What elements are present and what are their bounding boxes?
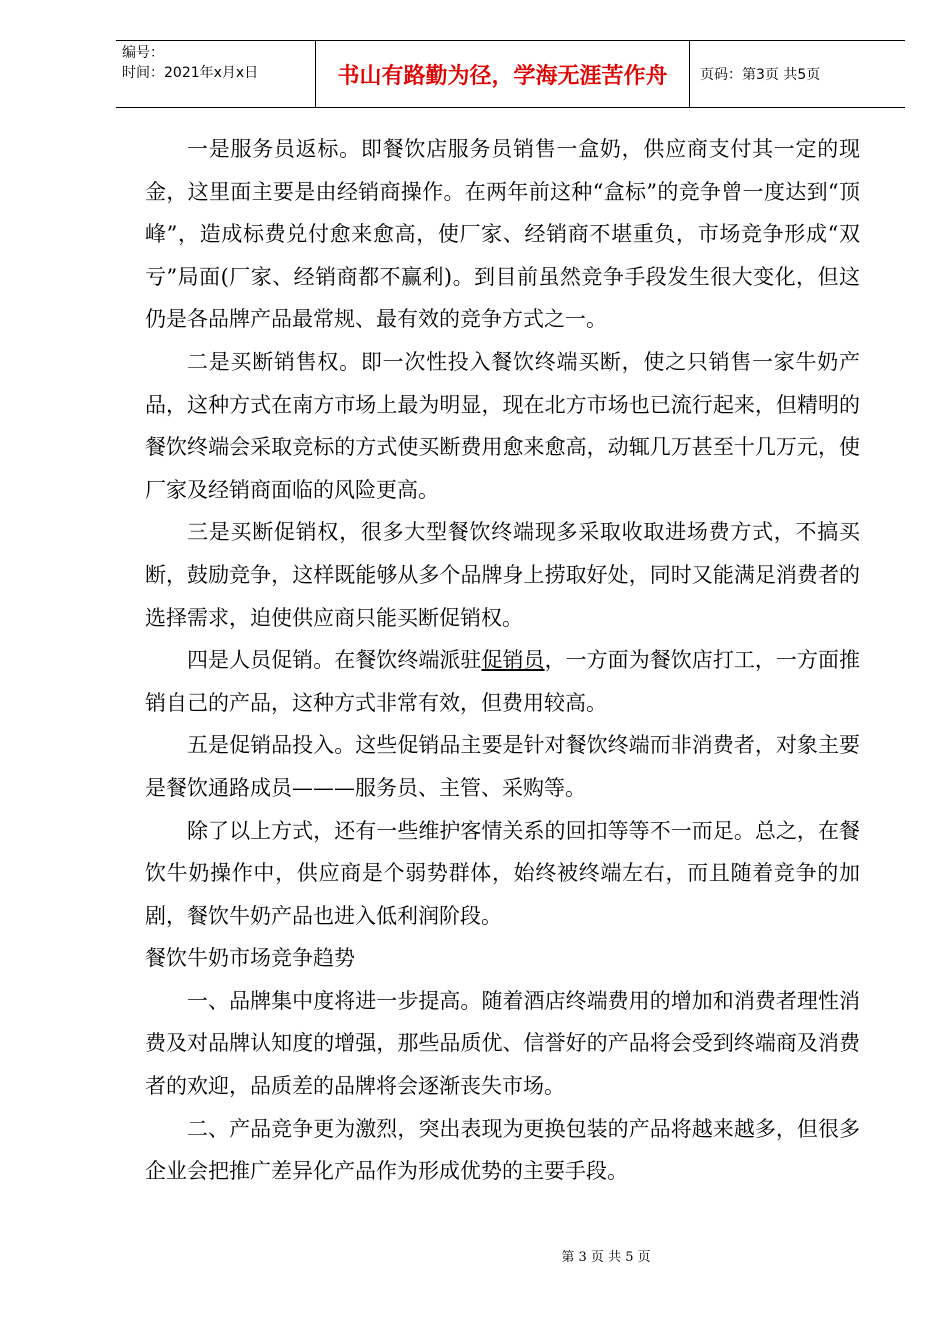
paragraph-4-after: ，一方面为餐饮店打工，一方面推销自己的产品，这种方式非常有效，但费用较高。 xyxy=(145,648,861,715)
section-title: 餐饮牛奶市场竞争趋势 xyxy=(145,946,355,971)
paragraph-6: 除了以上方式，还有一些维护客情关系的回扣等等不一而足。总之，在餐饮牛奶操作中，供应商是个弱势群体，始终被终端左右，而且随着竞争的加剧，餐饮牛奶产品也进入低利润阶段。 xyxy=(145,818,860,928)
promoter-link[interactable]: 促销员 xyxy=(481,648,545,673)
footer-page-number: 第 3 页 共 5 页 xyxy=(561,1250,651,1265)
paragraph-5: 五是促销品投入。这些促销品主要是针对餐饮终端而非消费者，对象主要是餐饮通路成员———服务员、主管、采购等。 xyxy=(145,733,860,800)
paragraph-7: 一、品牌集中度将进一步提高。随着酒店终端费用的增加和消费者理性消费及对品牌认知度的增强，那些品质优、信誉好的产品将会受到终端商及消费者的欢迎，品质差的品牌将会逐渐丧失市场。 xyxy=(145,988,860,1099)
paragraph-2: 二是买断销售权。即一次性投入餐饮终端买断，使之只销售一家牛奶产品，这种方式在南方市场上最为明显，现在北方市场也已流行起来，但精明的餐饮终端会采取竞标的方式使买断费用愈来愈高，动辄几万甚至十几万元，使厂家及经销商面临的风险更高。 xyxy=(145,349,860,502)
page-header xyxy=(116,40,905,108)
paragraph-8: 二、产品竞争更为激烈，突出表现为更换包装的产品将越来越多，但很多企业会把推广差异化产品作为形成优势的主要手段。 xyxy=(145,1116,860,1184)
header-time: 时间：2021年x月x日 xyxy=(122,65,259,81)
paragraph-1: 一是服务员返标。即餐饮店服务员销售一盒奶，供应商支付其一定的现金，这里面主要是由经销商操作。在两年前这种“盒标”的竞争曾一度达到“顶峰”，造成标费兑付愈来愈高，使厂家、经销商不堪重负，市场竞争形成“双亏”局面(厂家、经销商都不赢利)。到目前虽然竞争手段发生很大变化，但这仍是各品牌产品最常规、最有效的竞争方式之一。 xyxy=(145,137,860,332)
paragraph-4 xyxy=(145,639,860,724)
page-footer xyxy=(0,1246,950,1265)
paragraph-4-before: 四是人员促销。在餐饮终端派驻 xyxy=(187,648,482,673)
paragraph-3: 三是买断促销权，很多大型餐饮终端现多采取收取进场费方式，不搞买断，鼓励竞争，这样既能够从多个品牌身上捞取好处，同时又能满足消费者的选择需求，迫使供应商只能买断促销权。 xyxy=(145,520,860,630)
header-motto: 书山有路勤为径，学海无涯苦作舟 xyxy=(316,41,690,107)
header-meta xyxy=(116,41,316,107)
document-body xyxy=(145,128,860,1193)
header-page-info: 页码：第3页 共5页 xyxy=(700,67,821,83)
header-number: 编号： xyxy=(122,45,164,61)
